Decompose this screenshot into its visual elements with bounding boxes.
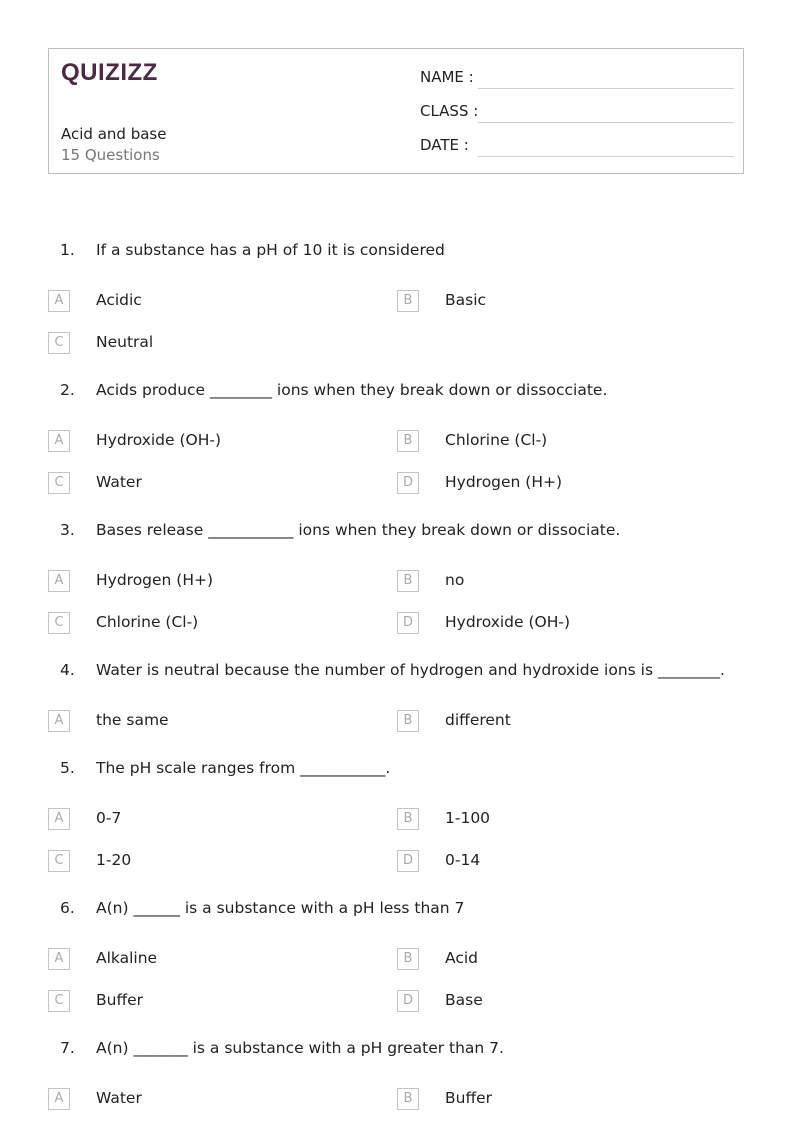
- option-letter-box[interactable]: A: [48, 808, 70, 830]
- option-letter-box[interactable]: B: [397, 808, 419, 830]
- class-line[interactable]: [478, 122, 734, 123]
- option-text: 0-7: [96, 809, 122, 827]
- date-label: DATE :: [420, 136, 469, 154]
- option-text: Chlorine (Cl-): [96, 613, 199, 631]
- option-text: Hydroxide (OH-): [445, 613, 571, 631]
- option-text: different: [445, 711, 511, 729]
- name-line[interactable]: [478, 88, 734, 89]
- option-letter-box[interactable]: C: [48, 850, 70, 872]
- class-field[interactable]: [420, 102, 734, 126]
- option-text: Hydroxide (OH-): [96, 431, 222, 449]
- option-letter-box[interactable]: B: [397, 570, 419, 592]
- option-text: Hydrogen (H+): [96, 571, 214, 589]
- worksheet-header: [48, 48, 744, 174]
- option-text: 0-14: [445, 851, 481, 869]
- option-text: Water: [96, 1089, 142, 1107]
- option-letter-box[interactable]: A: [48, 710, 70, 732]
- option-text: 1-20: [96, 851, 132, 869]
- option-letter-box[interactable]: C: [48, 472, 70, 494]
- name-field[interactable]: [420, 68, 734, 92]
- option-letter-box[interactable]: A: [48, 570, 70, 592]
- option-text: Hydrogen (H+): [445, 473, 563, 491]
- question-text: A(n) ______ is a substance with a pH less than 7: [96, 899, 465, 917]
- option-letter-box[interactable]: C: [48, 612, 70, 634]
- worksheet-title: Acid and base: [61, 125, 167, 143]
- option-letter-box[interactable]: B: [397, 948, 419, 970]
- option-text: 1-100: [445, 809, 491, 827]
- option-letter-box[interactable]: C: [48, 332, 70, 354]
- question-text: Water is neutral because the number of hydrogen and hydroxide ions is ________.: [96, 661, 725, 679]
- date-line[interactable]: [478, 156, 734, 157]
- option-letter-box[interactable]: B: [397, 710, 419, 732]
- question-number: 2.: [60, 381, 75, 399]
- option-letter-box[interactable]: D: [397, 990, 419, 1012]
- option-text: Acidic: [96, 291, 142, 309]
- option-letter-box[interactable]: A: [48, 1088, 70, 1110]
- option-text: Neutral: [96, 333, 154, 351]
- option-text: Alkaline: [96, 949, 158, 967]
- question-text: Bases release ___________ ions when they break down or dissociate.: [96, 521, 621, 539]
- question-number: 5.: [60, 759, 75, 777]
- option-text: Water: [96, 473, 142, 491]
- option-text: the same: [96, 711, 169, 729]
- question-count: 15 Questions: [61, 146, 160, 164]
- option-letter-box[interactable]: B: [397, 430, 419, 452]
- option-letter-box[interactable]: A: [48, 430, 70, 452]
- option-letter-box[interactable]: A: [48, 948, 70, 970]
- class-label: CLASS :: [420, 102, 479, 120]
- option-letter-box[interactable]: C: [48, 990, 70, 1012]
- option-letter-box[interactable]: D: [397, 472, 419, 494]
- question-text: A(n) _______ is a substance with a pH greater than 7.: [96, 1039, 504, 1057]
- option-text: Basic: [445, 291, 487, 309]
- date-field[interactable]: [420, 136, 734, 160]
- question-text: The pH scale ranges from ___________.: [96, 759, 391, 777]
- option-letter-box[interactable]: D: [397, 850, 419, 872]
- question-number: 7.: [60, 1039, 75, 1057]
- question-number: 1.: [60, 241, 75, 259]
- option-letter-box[interactable]: D: [397, 612, 419, 634]
- option-letter-box[interactable]: B: [397, 1088, 419, 1110]
- question-text: If a substance has a pH of 10 it is considered: [96, 241, 445, 259]
- option-letter-box[interactable]: B: [397, 290, 419, 312]
- option-text: Acid: [445, 949, 478, 967]
- option-text: Base: [445, 991, 483, 1009]
- question-number: 4.: [60, 661, 75, 679]
- option-text: Buffer: [96, 991, 144, 1009]
- option-letter-box[interactable]: A: [48, 290, 70, 312]
- quizizz-logo: QUIZIZZ: [61, 59, 158, 86]
- question-text: Acids produce ________ ions when they break down or dissocciate.: [96, 381, 608, 399]
- question-number: 6.: [60, 899, 75, 917]
- option-text: Buffer: [445, 1089, 493, 1107]
- name-label: NAME :: [420, 68, 474, 86]
- option-text: no: [445, 571, 465, 589]
- question-number: 3.: [60, 521, 75, 539]
- option-text: Chlorine (Cl-): [445, 431, 548, 449]
